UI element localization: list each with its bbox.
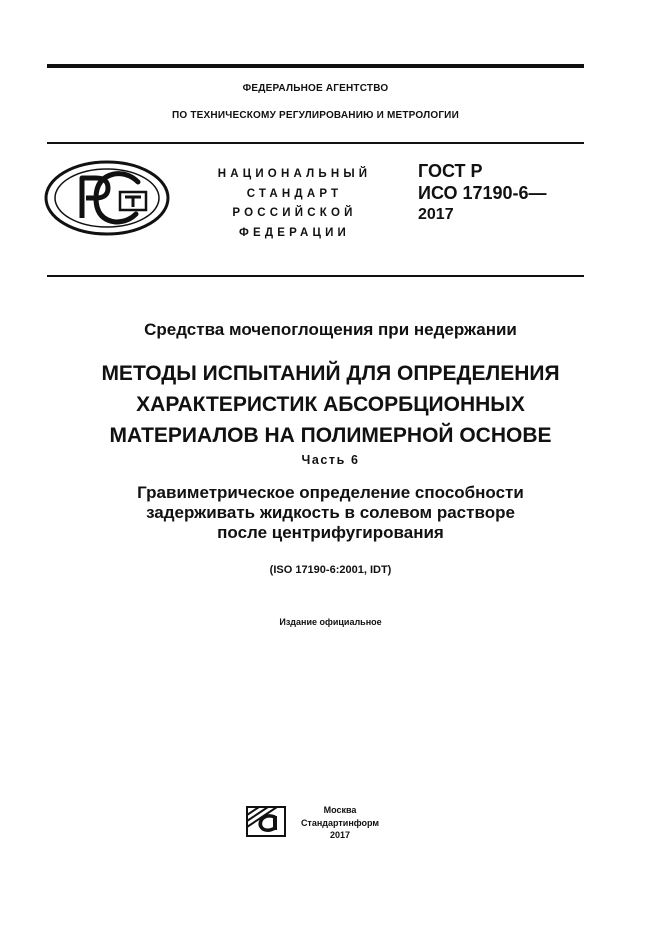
main-title-line: ХАРАКТЕРИСТИК АБСОРБЦИОННЫХ bbox=[136, 393, 525, 416]
main-title-line: МЕТОДЫ ИСПЫТАНИЙ ДЛЯ ОПРЕДЕЛЕНИЯ bbox=[101, 362, 560, 385]
bottom-rule bbox=[47, 275, 584, 277]
iso-reference: (ISO 17190-6:2001, IDT) bbox=[269, 564, 392, 576]
national-line: НАЦИОНАЛЬНЫЙ bbox=[217, 168, 372, 180]
gost-r-certification-mark-icon bbox=[44, 160, 170, 236]
publication-year: 2017 bbox=[329, 830, 351, 840]
publisher-city: Москва bbox=[323, 805, 357, 815]
national-line: СТАНДАРТ bbox=[246, 187, 343, 200]
edition-label: Издание официальное bbox=[279, 617, 382, 627]
main-title bbox=[40, 358, 621, 451]
designation-line-1: ГОСТ Р bbox=[418, 161, 483, 181]
agency-name-line-2: ПО ТЕХНИЧЕСКОМУ РЕГУЛИРОВАНИЮ И МЕТРОЛОГИИ bbox=[172, 110, 459, 121]
top-rule bbox=[47, 64, 584, 68]
main-title-line: МАТЕРИАЛОВ НА ПОЛИМЕРНОЙ ОСНОВЕ bbox=[109, 424, 552, 447]
middle-rule bbox=[47, 142, 584, 144]
national-line: РОССИЙСКОЙ bbox=[232, 207, 357, 219]
part-title-line: задерживать жидкость в солевом растворе bbox=[146, 503, 515, 522]
national-standard-label bbox=[212, 165, 377, 243]
standartinform-logo-icon bbox=[246, 806, 286, 837]
part-number: Часть 6 bbox=[301, 453, 360, 467]
designation-year: 2017 bbox=[418, 206, 454, 223]
designation-line-2: ИСО 17190-6— bbox=[418, 183, 547, 203]
publisher-name: Стандартинформ bbox=[300, 817, 380, 828]
national-line: ФЕДЕРАЦИИ bbox=[238, 226, 351, 239]
standard-designation bbox=[418, 160, 547, 226]
agency-name-line-1: ФЕДЕРАЛЬНОЕ АГЕНТСТВО bbox=[242, 83, 389, 94]
document-subject: Средства мочепоглощения при недержании bbox=[144, 320, 517, 339]
publisher-block bbox=[296, 804, 384, 842]
part-title bbox=[40, 483, 621, 543]
part-title-line: Гравиметрическое определение способности bbox=[137, 483, 524, 502]
part-title-line: после центрифугирования bbox=[217, 523, 444, 542]
